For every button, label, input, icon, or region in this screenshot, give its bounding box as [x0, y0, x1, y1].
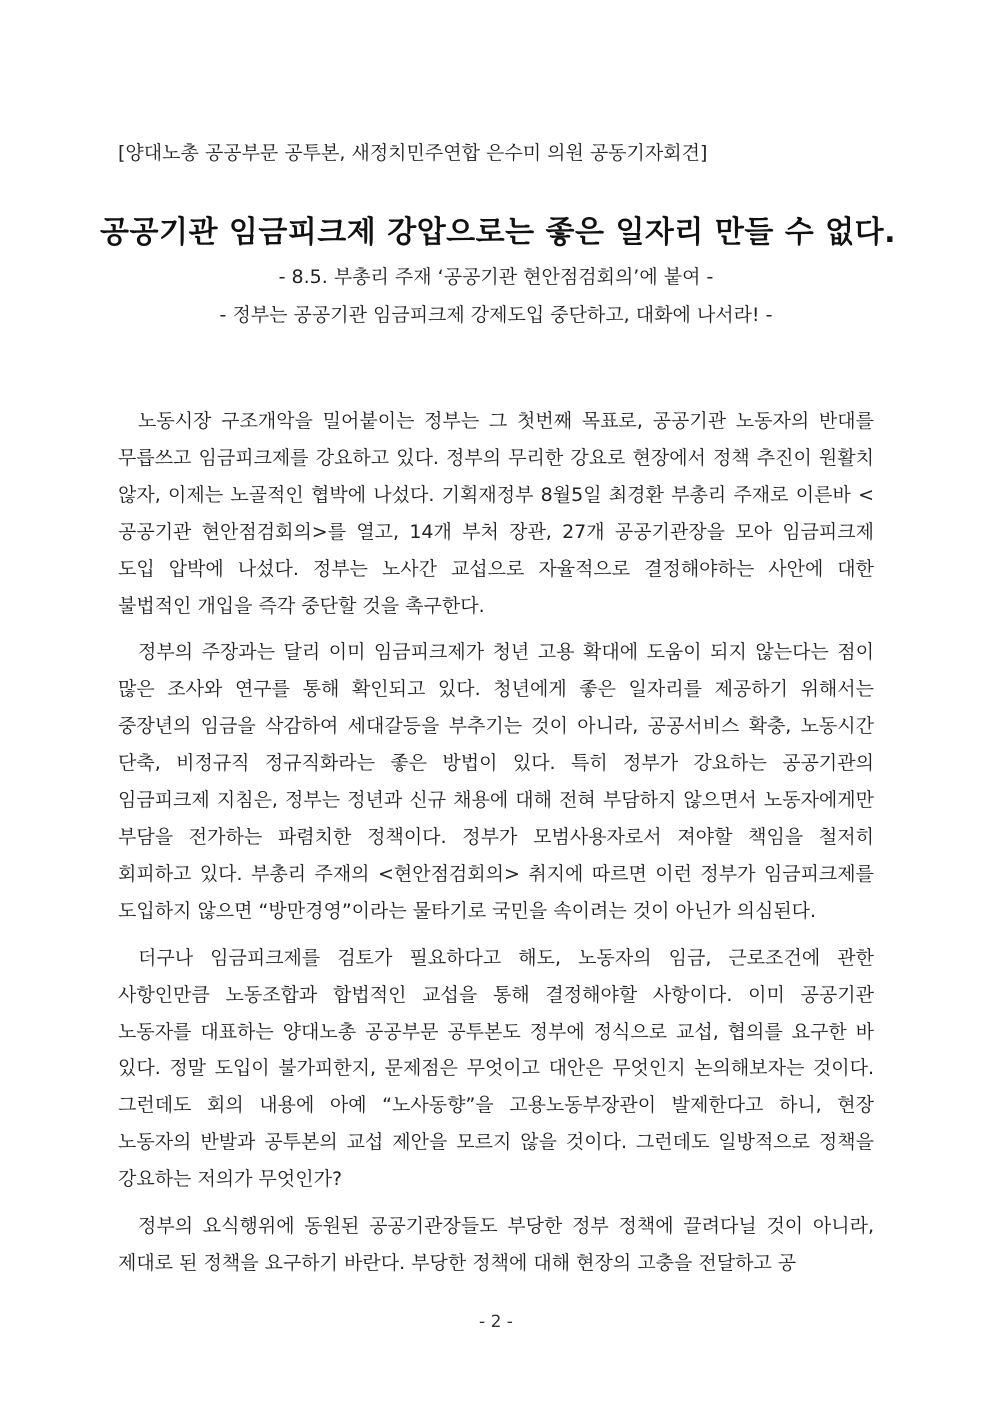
document-headline: 공공기관 임금피크제 강압으로는 좋은 일자리 만들 수 없다. [100, 215, 897, 250]
body-paragraph: 정부의 요식행위에 동원된 공공기관장들도 부당한 정부 정책에 끌려다닐 것이 아니라, 제대로 된 정책을 요구하기 바란다. 부당한 정책에 대해 현장의 고충을 전달하고 공 [118, 1215, 874, 1274]
body-paragraph: 더구나 임금피크제를 검토가 필요하다고 해도, 노동자의 임금, 근로조건에 관한 사항인만큼 노동조합과 합법적인 교섭을 통해 결정해야할 사항이다. 이미 공공기관 노동자를 대표하는 양대노총 공공부문 공투본도 정부에 정식으로 교섭, 협의를 요구한 바 있다. 정말 도입이 불가피한지, 문제점은 무엇이고 대안은 무엇인지 논의해보자는 것이다. 그런데도 회의 내용에 아예 “노사동향”을 고용노동부장관이 발제한다고 하니, 현장 노동자의 반발과 공투본의 교섭 제안을 모르지 않을 것이다. 그런데도 일방적으로 정책을 강요하는 저의가 무엇인가? [118, 946, 874, 1191]
document-body [118, 403, 874, 1292]
page-number: - 2 - [479, 1312, 513, 1332]
body-paragraph: 정부의 주장과는 달리 이미 임금피크제가 청년 고용 확대에 도움이 되지 않는다는 점이 많은 조사와 연구를 통해 확인되고 있다. 청년에게 좋은 일자리를 제공하기 위해서는 중장년의 임금을 삭감하여 세대갈등을 부추기는 것이 아니라, 공공서비스 확충, 노동시간 단축, 비정규직 정규직화라는 좋은 방법이 있다. 특히 정부가 강요하는 공공기관의 임금피크제 지침은, 정부는 정년과 신규 채용에 대해 전혀 부담하지 않으면서 노동자에게만 부담을 전가하는 파렴치한 정책이다. 정부가 모범사용자로서 져야할 책임을 철저히 회피하고 있다. 부총리 주재의 <현안점검회의> 취지에 따르면 이런 정부가 임금피크제를 도입하지 않으면 “방만경영”이라는 물타기로 국민을 속이려는 것이 아닌가 의심된다. [118, 641, 874, 922]
subtitle-line: - 정부는 공공기관 임금피크제 강제도입 중단하고, 대화에 나서라! - [219, 304, 773, 326]
body-paragraph: 노동시장 구조개악을 밀어붙이는 정부는 그 첫번째 목표로, 공공기관 노동자의 반대를 무릅쓰고 임금피크제를 강요하고 있다. 정부의 무리한 강요로 현장에서 정책 추진이 원활치 않자, 이제는 노골적인 협박에 나섰다. 기획재정부 8월5일 최경환 부총리 주재로 이른바 <공공기관 현안점검회의>를 열고, 14개 부처 장관, 27개 공공기관장을 모아 임금피크제 도입 압박에 나섰다. 정부는 노사간 교섭으로 자율적으로 결정해야하는 사안에 대한 불법적인 개입을 즉각 중단할 것을 촉구한다. [118, 410, 874, 617]
press-conference-header: [양대노총 공공부문 공투본, 새정치민주연합 은수미 의원 공동기자회견] [118, 142, 708, 164]
subtitle-line: - 8.5. 부총리 주재 ‘공공기관 현안점검회의’에 붙여 - [278, 266, 714, 288]
